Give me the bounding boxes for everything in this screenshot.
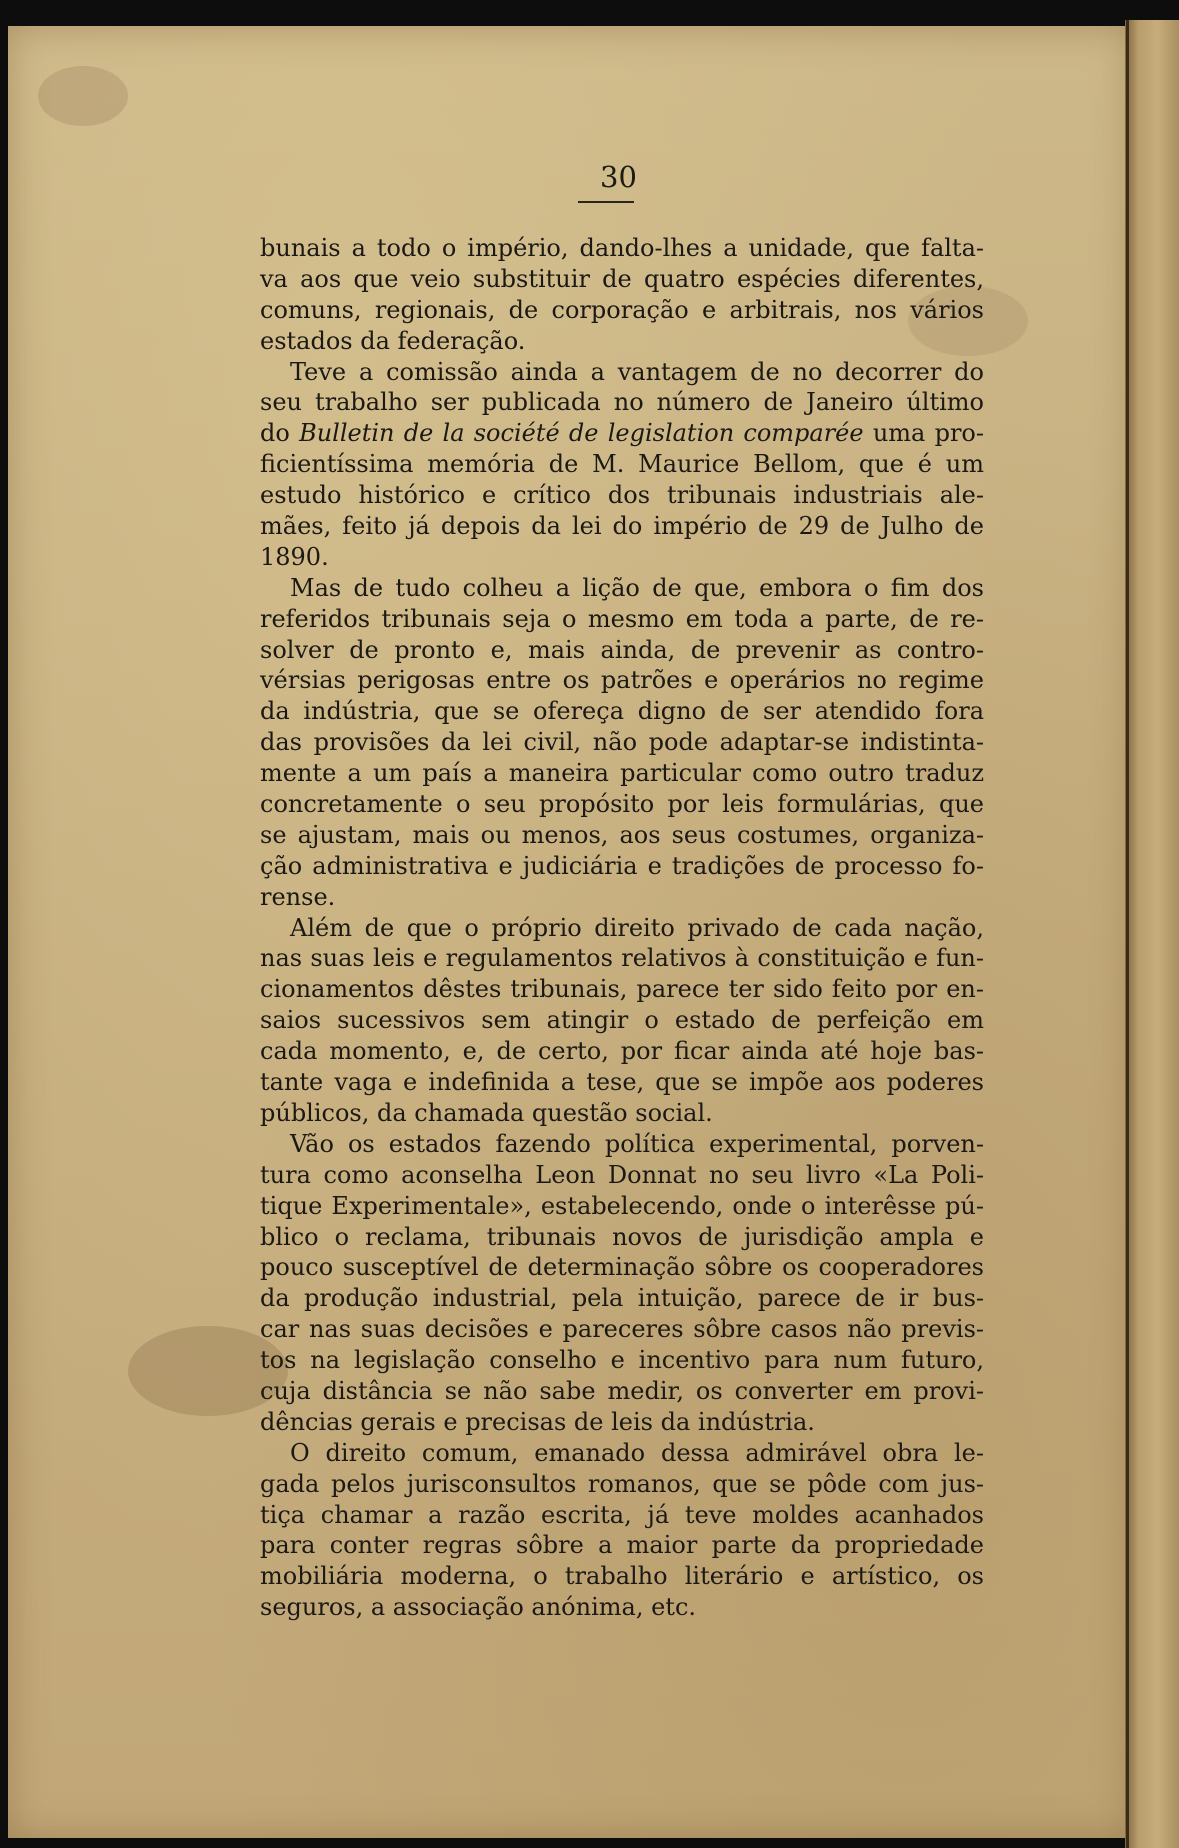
text-line: vérsias perigosas entre os patrões e operários no regime [260,666,984,695]
text-line: concretamente o seu propósito por leis formulárias, que [260,790,984,819]
text-line: tante vaga e indefinida a tese, que se impõe aos poderes [260,1068,984,1097]
text-line: cionamentos dêstes tribunais, parece ter sido feito por en- [260,975,984,1004]
text-line: ção administrativa e judiciária e tradições de processo fo- [260,851,984,880]
text-line: Mas de tudo colheu a lição de que, embora o fim dos [290,573,984,602]
text-line: da indústria, que se ofereça digno de ser atendido fora [260,697,984,726]
text-line: gada pelos jurisconsultos romanos, que se pôde com jus- [260,1469,984,1498]
text-line: solver de pronto e, mais ainda, de prevenir as contro- [260,635,984,664]
text-line: para conter regras sôbre a maior parte da propriedade [260,1531,984,1560]
text-line: pouco susceptível de determinação sôbre os cooperadores [260,1253,984,1282]
text-line: tiça chamar a razão escrita, já teve moldes acanhados [260,1500,984,1529]
text-line: seu trabalho ser publicada no número de Janeiro último [260,388,984,417]
text-line: rense. [260,882,336,911]
text-line: mobiliária moderna, o trabalho literário e artístico, os [260,1562,984,1591]
text-line: Vão os estados fazendo política experimental, porven- [290,1129,984,1158]
text-line: ficientíssima memória de M. Maurice Bellom, que é um [260,450,984,479]
page-number: 30 [600,160,637,194]
text-line: cuja distância se não sabe medir, os converter em provi- [260,1376,984,1405]
text-line: tique Experimentale», estabelecendo, onde o interêsse pú- [260,1191,984,1220]
text-line: saios sucessivos sem atingir o estado de perfeição em [260,1006,984,1035]
text-line: nas suas leis e regulamentos relativos à constituição e fun- [260,944,984,973]
text-line: 1890. [260,542,329,571]
text-segment: uma pro- [863,419,984,448]
text-line: tos na legislação conselho e incentivo para num futuro, [260,1346,984,1375]
text-line: da produção industrial, pela intuição, parece de ir bus- [260,1284,984,1313]
text-line: O direito comum, emanado dessa admirável obra le- [290,1438,984,1467]
page-number-rule [578,201,634,203]
text-line: dências gerais e precisas de leis da indústria. [260,1407,815,1436]
body-text [260,233,984,1623]
text-line: cada momento, e, de certo, por ficar ainda até hoje bas- [260,1037,984,1066]
text-line: comuns, regionais, de corporação e arbitrais, nos vários [260,295,984,324]
text-line: bunais a todo o império, dando-lhes a unidade, que falta- [260,234,984,262]
text-line: car nas suas decisões e pareceres sôbre casos não previs- [260,1315,984,1344]
text-line: mães, feito já depois da lei do império de 29 de Julho de [260,512,984,541]
text-line: mente a um país a maneira particular como outro traduz [260,759,984,788]
text-line: tura como aconselha Leon Donnat no seu livro «La Poli- [260,1160,984,1189]
text-line [260,418,984,449]
text-line: se ajustam, mais ou menos, aos seus costumes, organiza- [260,820,984,849]
text-line: Teve a comissão ainda a vantagem de no decorrer do [290,357,984,386]
adjacent-page-edge [1125,20,1179,1848]
text-line: seguros, a associação anónima, etc. [260,1593,697,1622]
text-line: blico o reclama, tribunais novos de jurisdição ampla e [260,1222,984,1251]
text-line: Além de que o próprio direito privado de cada nação, [290,913,984,942]
text-segment: do [260,419,300,448]
text-line: estados da federação. [260,326,526,355]
text-line: referidos tribunais seja o mesmo em toda a parte, de re- [260,604,984,633]
italic-title: Bulletin de la société de legislation comparée [299,419,864,448]
text-line: das provisões da lei civil, não pode adaptar-se indistinta- [260,728,984,757]
text-line: públicos, da chamada questão social. [260,1098,713,1127]
paper-stain [38,66,128,126]
page-fold-line [1126,20,1129,1848]
text-line: va aos que veio substituir de quatro espécies diferentes, [260,264,984,293]
text-line: estudo histórico e crítico dos tribunais industriais ale- [260,481,984,510]
